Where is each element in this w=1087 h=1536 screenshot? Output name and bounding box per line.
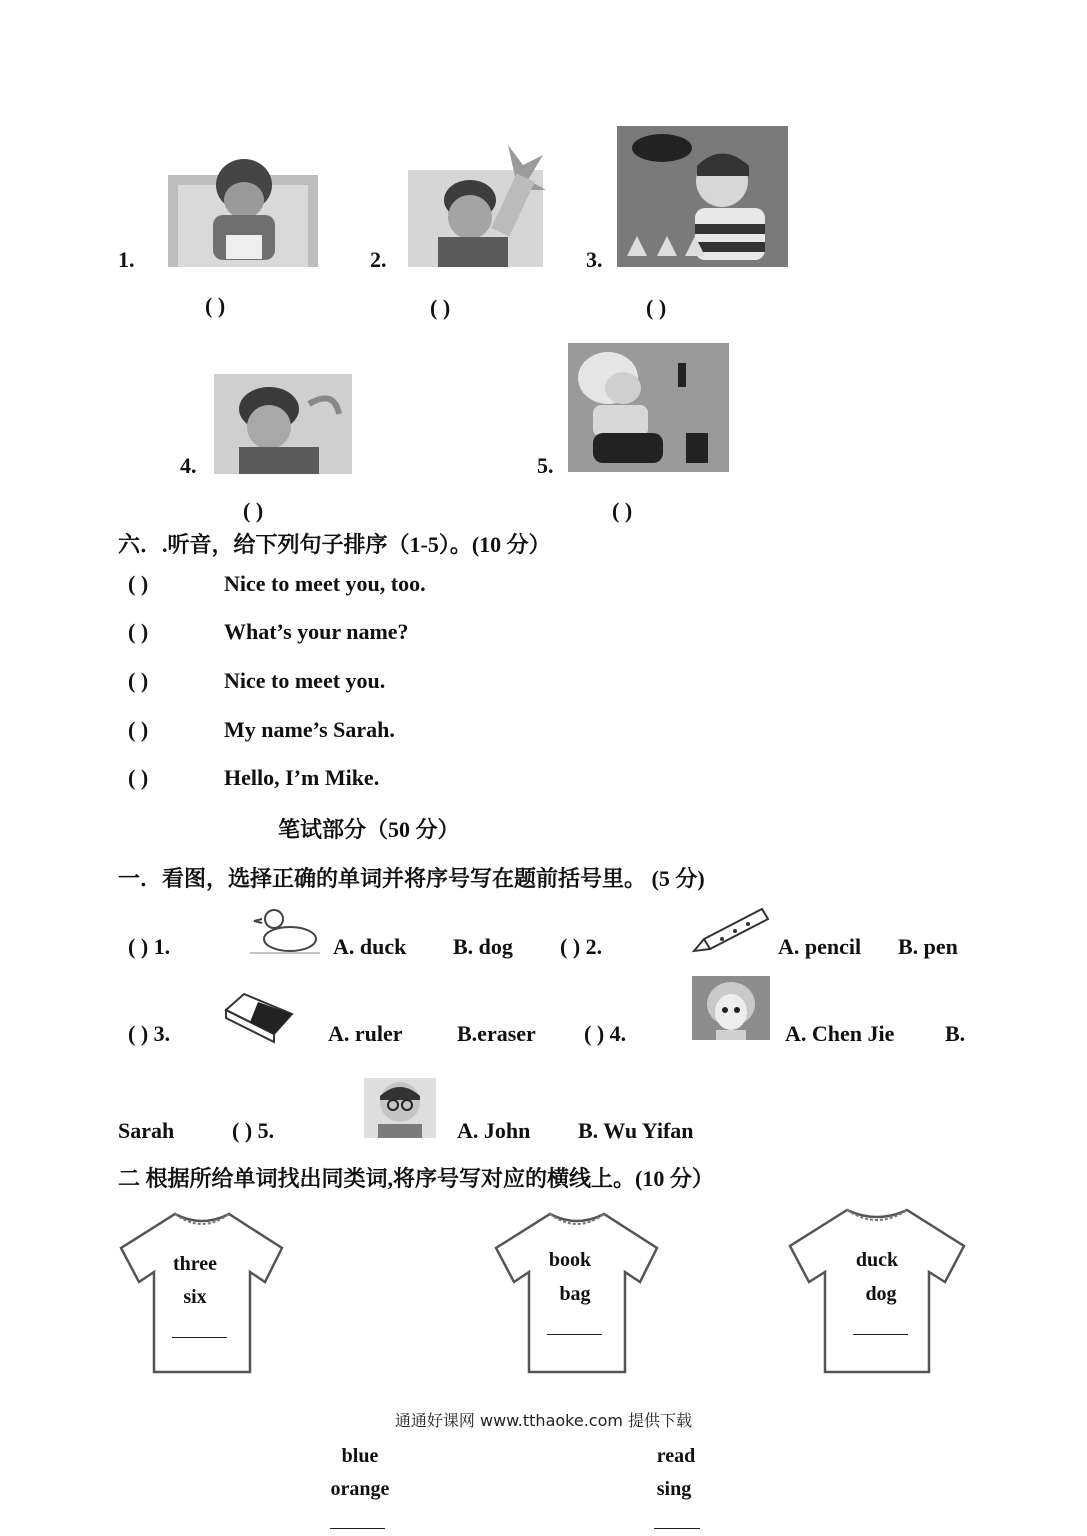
written-part-heading: 笔试部分（50 分） [278,817,460,842]
answer-paren-1[interactable]: ( ) [205,293,226,318]
answer-paren-3[interactable]: ( ) [646,295,667,320]
section2-heading: 二 根据所给单词找出同类词,将序号写对应的横线上。(10 分） [118,1166,714,1191]
answer-paren-5[interactable]: ( ) [612,498,633,523]
girl-picture [692,976,770,1040]
item-number-5: 5. [537,453,554,478]
q2-option-b: B. pen [898,934,958,959]
q3-option-a: A. ruler [328,1021,403,1046]
bottom-group-1-answer-line[interactable] [330,1528,385,1529]
q3-paren[interactable]: ( ) 3. [128,1021,171,1046]
sentence-row-1 [128,571,426,597]
q1-paren[interactable]: ( ) 1. [128,934,171,959]
pencil-icon [690,905,770,955]
boy-reading-image [168,155,320,267]
boy-turning-image [214,369,354,474]
item-number-1: 1. [118,247,135,272]
boy-glasses-picture [364,1078,436,1138]
sentence-text-1: Nice to meet you, too. [224,571,426,596]
tshirt-2-word-2: bag [559,1283,591,1305]
picture-boy-raising-hand [408,145,546,267]
item-number-3: 3. [586,247,603,272]
sentence-text-4: My name’s Sarah. [224,717,395,742]
sentence-paren-2[interactable]: ( ) [128,619,149,644]
picture-boy-with-cap [617,126,788,267]
item-number-2: 2. [370,247,387,272]
bottom-group-2-word-1: read [656,1445,696,1467]
tshirt-3-answer-line[interactable] [853,1334,908,1335]
girl-drawing-image [568,343,729,472]
bottom-group-1-word-2: orange [330,1478,390,1500]
q1-option-b: B. dog [453,934,513,959]
q2-paren[interactable]: ( ) 2. [560,934,603,959]
duck-icon [250,905,322,955]
bottom-group-2-answer-line[interactable] [654,1528,700,1529]
q5-paren[interactable]: ( ) 5. [232,1118,275,1143]
sentence-paren-4[interactable]: ( ) [128,717,149,742]
boy-raising-hand-image [408,145,546,267]
boy-avatar-icon [364,1078,436,1138]
sentence-row-3 [128,668,385,694]
boy-with-cap-image [617,126,788,267]
girl-avatar-icon [692,976,770,1040]
tshirt-2-word-1: book [548,1249,592,1271]
page-footer: 通通好课网 www.tthaoke.com 提供下载 [394,1411,693,1430]
q1-option-a: A. duck [333,934,407,959]
picture-girl-drawing [568,343,729,472]
sentence-paren-5[interactable]: ( ) [128,765,149,790]
answer-paren-2[interactable]: ( ) [430,295,451,320]
picture-boy-turning [214,369,354,474]
bottom-group-2-word-2: sing [656,1478,692,1500]
sentence-paren-1[interactable]: ( ) [128,571,149,596]
section6-heading: 六．.听音，给下列句子排序（1-5）。(10 分） [118,532,551,557]
q5-option-a: A. John [457,1118,531,1143]
q5-option-b: B. Wu Yifan [578,1118,694,1143]
sentence-row-5 [128,765,379,791]
tshirt-3-word-2: dog [865,1283,897,1305]
tshirt-1-word-2: six [183,1286,207,1308]
sentence-text-5: Hello, I’m Mike. [224,765,380,790]
sentence-row-2 [128,619,409,645]
sentence-text-3: Nice to meet you. [224,668,386,693]
tshirt-1-answer-line[interactable] [172,1337,227,1338]
eraser-picture [222,990,297,1045]
item-number-4: 4. [180,453,197,478]
pencil-picture [690,905,770,955]
sentence-paren-3[interactable]: ( ) [128,668,149,693]
answer-paren-4[interactable]: ( ) [243,498,264,523]
sentence-text-2: What’s your name? [224,619,409,644]
q4-option-b: B. [945,1021,966,1046]
q4-paren[interactable]: ( ) 4. [584,1021,627,1046]
q4-option-a: A. Chen Jie [785,1021,895,1046]
q4-option-b-continued: Sarah [118,1118,175,1143]
sentence-row-4 [128,717,395,743]
tshirt-1-word-1: three [172,1253,218,1275]
q3-option-b: B.eraser [457,1021,536,1046]
bottom-group-1-word-1: blue [341,1445,379,1467]
eraser-icon [222,990,297,1045]
tshirt-3-word-1: duck [855,1249,899,1271]
duck-picture [250,905,322,955]
q2-option-a: A. pencil [778,934,862,959]
picture-boy-reading [168,155,320,267]
section1-heading: 一．看图，选择正确的单词并将序号写在题前括号里。 (5 分) [118,866,705,891]
tshirt-2-answer-line[interactable] [547,1334,602,1335]
